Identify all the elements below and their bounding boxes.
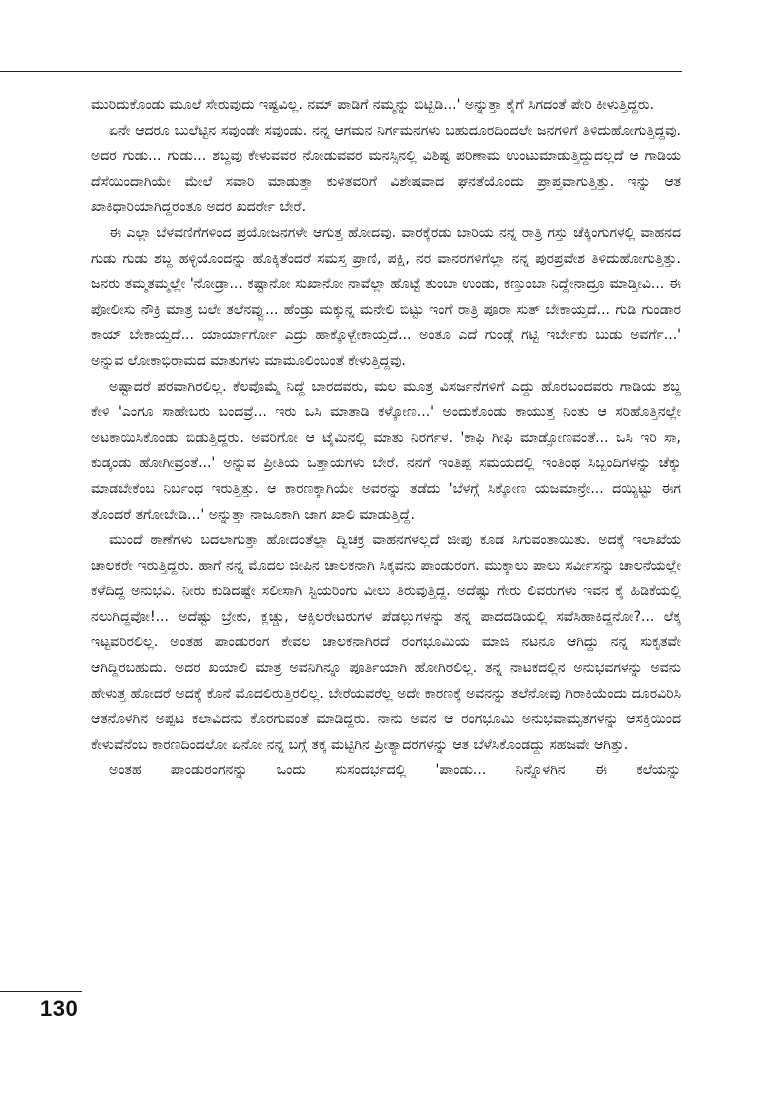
top-rule (0, 71, 682, 72)
page-number: 130 (40, 996, 79, 1021)
body-text (91, 93, 681, 784)
paragraph: ಅಷ್ಟಾದರೆ ಪರವಾಗಿರಲಿಲ್ಲ. ಕೆಲವೊಮ್ಮೆ ನಿದ್ದೆ ಬಾರದವರು, ಮಲ ಮೂತ್ರ ವಿಸರ್ಜನೆಗಳಿಗೆ ಎದ್ದು ಹೊರಬಂದವರು ಗಾಡಿಯ ಶಬ್ದ ಕೇಳಿ 'ಎಂಗೂ ಸಾಹೇಬರು ಬಂದವ್ರೆ... ಇರು ಒಸಿ ಮಾತಾಡಿ ಕಳ್ಕೋಣ...' ಅಂದುಕೊಂಡು ಕಾಯುತ್ತ ನಿಂತು ಆ ಸರಿಹೊತ್ತಿನಲ್ಲೇ ಅಟಕಾಯಿಸಿಕೊಂಡು ಬಿಡುತ್ತಿದ್ದರು. ಅವರಿಗೋ ಆ ಟೈಮಿನಲ್ಲಿ ಮಾತು ನಿರರ್ಗಳ. 'ಕಾಫಿ ಗೀಫಿ ಮಾಡ್ಸೋಣವಂತೆ... ಒಸಿ ಇರಿ ಸಾ, ಕುಡ್ಕಂಡು ಹೋಗೀವ್ರಂತೆ...' ಅನ್ನುವ ಪ್ರೀತಿಯ ಒತ್ತಾಯಗಳು ಬೇರೆ. ನನಗೆ ಇಂತಿಪ್ಪ ಸಮಯದಲ್ಲಿ ಇಂತಿಂಥ ಸಿಬ್ಬಂದಿಗಳನ್ನು ಚೆಕ್ಕು ಮಾಡಬೇಕೆಂಬ ನಿರ್ಬಂಧ ಇರುತ್ತಿತ್ತು. ಆ ಕಾರಣಕ್ಕಾಗಿಯೇ ಅವರನ್ನು ತಡೆದು 'ಬೆಳಗ್ಗೆ ಸಿಕ್ಕೋಣ ಯಜಮಾನ್ರೇ... ದಯ್ಯಿಟ್ಟು ಈಗ ತೊಂದರೆ ತಗೋಬೇಡಿ...' ಅನ್ನುತ್ತಾ ನಾಜೂಕಾಗಿ ಜಾಗ ಖಾಲಿ ಮಾಡುತ್ತಿದ್ದೆ. (91, 378, 681, 523)
paragraph: ಏನೇ ಆದರೂ ಬುಲೆಟ್ಟಿನ ಸವುಂಡೇ ಸವುಂಡು. ನನ್ನ ಆಗಮನ ನಿರ್ಗಮನಗಳು ಬಹುದೂರದಿಂದಲೇ ಜನಗಳಿಗೆ ತಿಳಿದುಹೋಗುತ್ತಿದ್ದವು. ಅದರ ಗುಡು... ಗುಡು... ಶಬ್ದವು ಕೇಳುವವರ ನೋಡುವವರ ಮನಸ್ಸಿನಲ್ಲಿ ವಿಶಿಷ್ಟ ಪರಿಣಾಮ ಉಂಟುಮಾಡುತ್ತಿದ್ದುದಲ್ಲದೆ ಆ ಗಾಡಿಯ ದೆಸೆಯಿಂದಾಗಿಯೇ ಮೇಲೆ ಸವಾರಿ ಮಾಡುತ್ತಾ ಕುಳಿತವರಿಗೆ ವಿಶೇಷವಾದ ಘನತೆಯೊಂದು ಪ್ರಾಪ್ತವಾಗುತ್ತಿತ್ತು. ಇನ್ನು ಆತ ಖಾಕಿಧಾರಿಯಾಗಿದ್ದರಂತೂ ಅದರ ಖದರ್ರೇ ಬೇರೆ. (91, 122, 681, 216)
paragraph: ಮುರಿದುಕೊಂಡು ಮೂಲೆ ಸೇರುವುದು ಇಷ್ಟವಿಲ್ಲ. ನಮ್ ಪಾಡಿಗೆ ನಮ್ಮನ್ನು ಬಿಟ್ಬಿಡಿ...' ಅನ್ನುತ್ತಾ ಕೈಗೆ ಸಿಗದಂತೆ ಪೇರಿ ಕೀಳುತ್ತಿದ್ದರು. (91, 97, 655, 113)
paragraph: ಈ ಎಲ್ಲಾ ಬೆಳವಣಿಗೆಗಳಿಂದ ಪ್ರಯೋಜನಗಳೇ ಆಗುತ್ತ ಹೋದವು. ವಾರಕ್ಕೆರಡು ಬಾರಿಯ ನನ್ನ ರಾತ್ರಿ ಗಸ್ತು ಚೆಕ್ಕಿಂಗುಗಳಲ್ಲಿ ವಾಹನದ ಗುಡು ಗುಡು ಶಬ್ದ ಹಳ್ಳಿಯೊಂದನ್ನು ಹೊಕ್ಕಿತೆಂದರೆ ಸಮಸ್ತ ಪ್ರಾಣಿ, ಪಕ್ಷಿ, ನರ ವಾನರಗಳಿಗೆಲ್ಲಾ ನನ್ನ ಪುರಪ್ರವೇಶ ತಿಳಿದುಹೋಗುತ್ತಿತ್ತು. ಜನರು ತಮ್ಮತಮ್ಮಲ್ಲೇ 'ನೋಡ್ರಾ... ಕಷ್ಟಾನೋ ಸುಖಾನೋ ನಾವೆಲ್ಲಾ ಹೊಟ್ಟೆ ತುಂಬಾ ಉಂಡು, ಕಣ್ತುಂಬಾ ನಿದ್ದೇನಾದ್ರೂ ಮಾಡ್ತೀವಿ... ಈ ಪೋಲೀಸು ನೌಕ್ರಿ ಮಾತ್ರ ಬಲೇ ತಲೆನವ್ವು... ಹೆಂಡ್ರು ಮಕ್ಕುನ್ನ ಮನೇಲಿ ಬಿಟ್ಟು ಇಂಗೆ ರಾತ್ರಿ ಪೂರಾ ಸುತ್ ಬೇಕಾಯ್ತದೆ... ಗುಡಿ ಗುಂಡಾರ ಕಾಯ್ ಬೇಕಾಯ್ತದೆ... ಯಾರ್ಯಾರ್ಗೋ ಎದ್ರು ಹಾಕ್ಕೊಳ್ಬೇಕಾಯ್ತದೆ... ಅಂತೂ ಎದೆ ಗುಂಡ್ಗೆ ಗಟ್ಟಿ ಇರ್ಬೇಕು ಬುಡು ಅವರ್ಗೆ...' ಅನ್ನುವ ಲೋಕಾಭಿರಾಮದ ಮಾತುಗಳು ಮಾಮೂಲಿಂಬಂತೆ ಕೇಳುತ್ತಿದ್ದವು. (91, 224, 681, 369)
paragraph: ಅಂತಹ ಪಾಂಡುರಂಗನನ್ನು ಒಂದು ಸುಸಂದರ್ಭದಲ್ಲಿ 'ಪಾಂಡು... ನಿನ್ನೊಳಗಿನ ಈ ಕಲೆಯನ್ನು (109, 762, 681, 779)
paragraph: ಮುಂದೆ ಠಾಣೆಗಳು ಬದಲಾಗುತ್ತಾ ಹೋದಂತೆಲ್ಲಾ ದ್ವಿಚಕ್ರ ವಾಹನಗಳಲ್ಲದೆ ಜೀಪು ಕೂಡ ಸಿಗುವಂತಾಯಿತು. ಅದಕ್ಕೆ ಇಲಾಖೆಯ ಚಾಲಕರೇ ಇರುತ್ತಿದ್ದರು. ಹಾಗೆ ನನ್ನ ಮೊದಲ ಜೀಪಿನ ಚಾಲಕನಾಗಿ ಸಿಕ್ಕವನು ಪಾಂಡುರಂಗ. ಮುಕ್ಕಾಲು ಪಾಲು ಸರ್ವೀಸನ್ನು ಚಾಲನೆಯಲ್ಲೇ ಕಳೆದಿದ್ದ ಅನುಭವಿ. ನೀರು ಕುಡಿದಷ್ಟೇ ಸಲೀಸಾಗಿ ಸ್ಟಿಯರಿಂಗು ವೀಲು ತಿರುವುತ್ತಿದ್ದ. ಅದೆಷ್ಟು ಗೇರು ಲಿವರುಗಳು ಇವನ ಕೈ ಹಿಡಿಕೆಯಲ್ಲಿ ನಲುಗಿದ್ದವೋ!... ಅದೆಷ್ಟು ಬ್ರೇಕು, ಕ್ಲಚ್ಚು, ಆಕ್ಸಿಲರೇಟರುಗಳ ಪೆಡಲ್ಲುಗಳನ್ನು ತನ್ನ ಪಾದದಡಿಯಲ್ಲಿ ಸವೆಸಿಹಾಕಿದ್ದನೋ?... ಲೆಕ್ಕ ಇಟ್ಟವರಿರಲಿಲ್ಲ. ಅಂತಹ ಪಾಂಡುರಂಗ ಕೇವಲ ಚಾಲಕನಾಗಿರದೆ ರಂಗಭೂಮಿಯ ಮಾಜಿ ನಟನೂ ಆಗಿದ್ದು ನನ್ನ ಸುಕೃತವೇ ಆಗಿದ್ದಿರಬಹುದು. ಅದರ ಖಯಾಲಿ ಮಾತ್ರ ಅವನಿಗಿನ್ನೂ ಪೂರ್ತಿಯಾಗಿ ಹೋಗಿರಲಿಲ್ಲ. ತನ್ನ ನಾಟಕದಲ್ಲಿನ ಅನುಭವಗಳನ್ನು ಅವನು ಹೇಳುತ್ತ ಹೋದರೆ ಅದಕ್ಕೆ ಕೊನೆ ಮೊದಲಿರುತ್ತಿರಲಿಲ್ಲ. ಬೇರೆಯವರೆಲ್ಲ ಅದೇ ಕಾರಣಕ್ಕೆ ಅವನನ್ನು ತಲೆನೋವು ಗಿರಾಕಿಯೆಂದು ದೂರವಿರಿಸಿ ಆತನೊಳಗಿನ ಅಪ್ಪಟ ಕಲಾವಿದನು ಕೊರಗುವಂತೆ ಮಾಡಿದ್ದರು. ನಾನು ಅವನ ಆ ರಂಗಭೂಮಿ ಅನುಭವಾಮೃತಗಳನ್ನು ಆಸಕ್ತಿಯಿಂದ ಕೇಳುವೆನೆಂಬ ಕಾರಣದಿಂದಲೋ ಏನೋ ನನ್ನ ಬಗ್ಗೆ ತಕ್ಕ ಮಟ್ಟಿಗಿನ ಪ್ರೀತ್ಯಾದರಗಳನ್ನು ಆತ ಬೆಳೆಸಿಕೊಂಡದ್ದು ಸಹಜವೇ ಆಗಿತ್ತು. (91, 532, 681, 753)
bottom-rule (0, 991, 82, 992)
